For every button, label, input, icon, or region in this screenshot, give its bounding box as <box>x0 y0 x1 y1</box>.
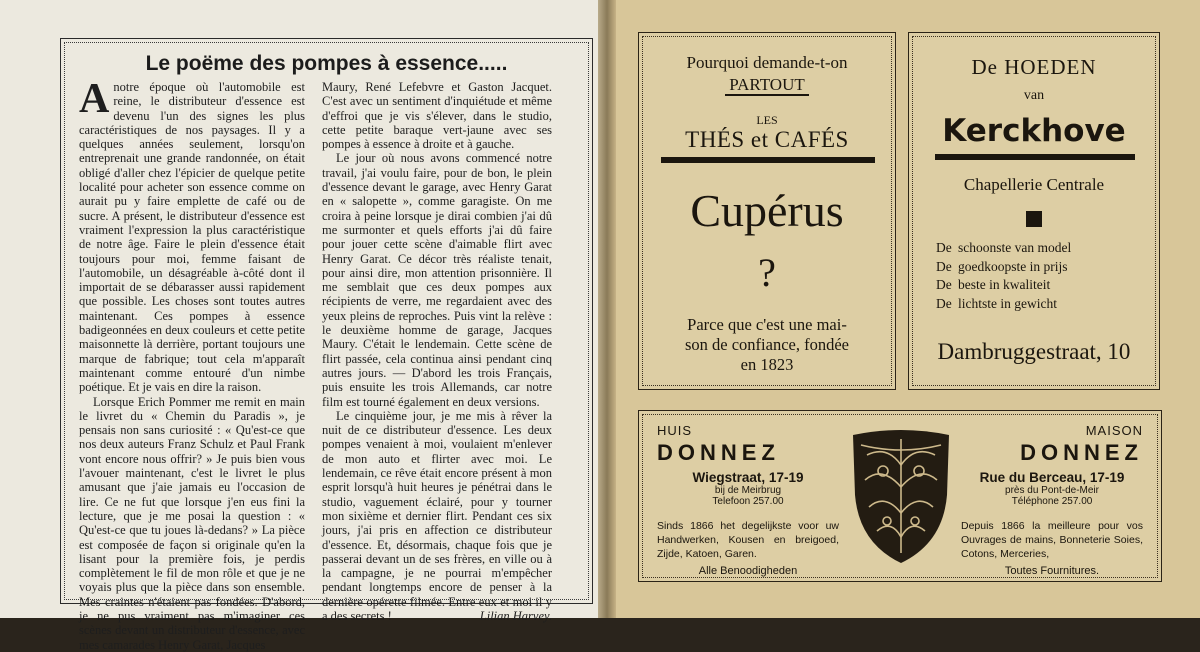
ad-cuperus-partout: PARTOUT <box>639 75 895 95</box>
article-title: Le poëme des pompes à essence..... <box>145 52 508 75</box>
ad-donnez-near-left: bij de Meirbrug <box>714 485 782 496</box>
article-signature: Lilian Harvey. <box>479 609 552 624</box>
ad-donnez-foot-right: Toutes Fournitures. <box>1004 565 1100 577</box>
ad-cuperus-tagline: Parce que c'est une mai- son de confiance, fondée en 1823 <box>684 315 849 374</box>
ad-kerckhove-subtitle: Chapellerie Centrale <box>963 175 1105 194</box>
ad-donnez-phone-left: Telefoon 257.00 <box>712 496 784 507</box>
ad-cuperus-thes: THÉS et CAFÉS <box>685 127 849 152</box>
ad-kerckhove <box>908 32 1160 390</box>
ad-donnez <box>638 410 1162 582</box>
drop-cap: A <box>79 76 110 122</box>
article-column-1 <box>79 76 305 652</box>
ornamental-vase-icon <box>847 425 955 567</box>
list-item: De lichtste in gewicht <box>936 295 1057 311</box>
ad-cuperus-les: LES <box>756 113 778 127</box>
article-paragraph: Le cinquième jour, je me mis à rêver la nuit de ce distributeur d'essence. Les deux pompes venaient à moi, voulaient m'enlever de mon auto et flirter avec moi. Le lendemain, ce rêve était encore présent à mon esprit lorsqu'à huit heures je pénétrai dans le studio, vaguement éclairé, pour y tourner mon sixième et dernier flirt. Pendant ces six jours, j'ai pris en affection ce distributeur d'essence. Et, désormais, chaque fois que je passerai devant un de ses frères, en ville ou à la campagne, je ne pourrai m'empêcher pendant longtemps encore de penser à la dernière opérette filmée. Entre eux et moi il y a des secrets ! <box>322 408 552 623</box>
book-gutter <box>598 0 616 618</box>
ad-cuperus-question: Pourquoi demande-t-on <box>686 53 848 72</box>
ad-donnez-street-left: Wiegstraat, 17-19 <box>692 470 804 485</box>
ad-donnez-desc-right: Depuis 1866 la meilleure pour vos Ouvrages de mains, Bonneterie Soies, Cotons, Merceries, <box>961 520 1143 560</box>
ad-donnez-street-right: Rue du Berceau, 17-19 <box>979 470 1125 485</box>
ad-donnez-desc-left: Sinds 1866 het degelijkste voor uw Handwerken, Kousen en breigoed, Zijde, Katoen, Garen. <box>657 520 839 560</box>
ad-donnez-french <box>961 423 1143 577</box>
ad-cuperus-rule <box>661 157 875 163</box>
ad-kerckhove-heading: De HOEDEN <box>971 55 1097 79</box>
ad-donnez-huis: HUIS <box>657 423 693 438</box>
ad-kerckhove-list <box>936 239 1156 313</box>
ad-donnez-near-right: près du Pont-de-Meir <box>1005 485 1099 496</box>
ad-donnez-name-left: DONNEZ <box>657 440 780 465</box>
ad-donnez-name-right: DONNEZ <box>1020 440 1143 465</box>
ad-kerckhove-brand: Kerckhove <box>942 113 1126 149</box>
ad-donnez-dutch <box>657 423 839 577</box>
article-paragraph: Anotre époque où l'automobile est reine, le distributeur d'essence est devenu l'un des signes les plus caractéristiques de nos paysages. Il y a quelques années seulement, lorsqu'on entreprenait une grande randonnée, on était obligé d'aller chez l'épicier de quelque petite localité pour acheter son essence comme on aurait pu y faire emplette de café ou de sucre. A présent, le distributeur d'essence est vraiment l'expression la plus caractéristique de notre âge. Faire le plein d'essence était toujours pour moi, femme faisant de l'automobile, un désagréable à-côté dont il importait de se débarasser aussi rapidement que possible. Les choses sont toutes autres maintenant. Ces pompes à essence badigeonnées en deux couleurs et cette petite maisonnette là derrière, portant toujours une marque de fabrique; tout cela m'apparaît maintenant comme entouré d'un nimbe poétique. Et je vais en dire la raison. <box>79 76 305 395</box>
ad-kerckhove-rule <box>935 154 1135 160</box>
article-column-2 <box>322 80 552 624</box>
list-item: De beste in kwaliteit <box>936 277 1051 292</box>
square-ornament-icon <box>1026 211 1042 227</box>
ad-cuperus-question-mark: ? <box>758 250 776 295</box>
article-paragraph: Lorsque Erich Pommer me remit en main le livret du « Chemin du Paradis », je pensais non sans curiosité : « Qu'est-ce que nos deux auteurs Franz Schulz et Paul Frank vont encore nous offrir? » Je puis bien vous l'avouer maintenant, c'est le livret le plus amusant que j'aie jamais eu l'occasion de lire. Ce ne fut que lorsque j'en eus fini la lecture, que je me posai la question : « Qu'est-ce que tu joues là-dedans? » La pièce est composée de façon si originale qu'en la lisant pour la première fois, je perdis complètement le fil de mon rôle et que je ne voyais plus que la pièce dans son ensemble. Mes craintes n'étaient pas fondées. D'abord, je ne pus vraiment pas m'imaginer ces scènes devant un distributeur d'essence, avec mes camarades Henry Garat, Jacques <box>79 394 305 652</box>
ad-cuperus-brand: Cupérus <box>690 185 844 236</box>
ad-donnez-maison: MAISON <box>1085 423 1143 438</box>
article-paragraph: Le jour où nous avons commencé notre travail, j'ai voulu faire, pour de bon, le plein d'essence devant le garage, avec Henry Garat en « salopette », comme garagiste. On me croira à peine lorsque je dirai combien j'ai dû me surmonter et quels efforts j'ai dû faire pour jouer cette scène d'aimable flirt avec Henry Garat. Ce décor très réaliste tenait, pour ainsi dire, mon attention prisonnière. Il me semblait que ces deux pompes aux récipients de verre, me regardaient avec des yeux pleins de reproches. Puis vint la relève : le deuxième homme de garage, Jacques Maury. C'était le lendemain. Cette scène de flirt passée, cela continua ainsi pendant cinq autres jours. — D'abord les trois Français, puis ensuite les trois Allemands, car notre film est tourné également en deux versions. <box>322 151 552 409</box>
ad-donnez-foot-left: Alle Benoodigheden <box>698 565 798 577</box>
ad-kerckhove-address: Dambruggestraat, 10 <box>937 339 1131 364</box>
article-paragraph: Maury, René Lefebvre et Gaston Jacquet. C'est avec un sentiment d'inquiétude et même d'effroi que je vis s'élever, dans le studio, cette petite baraque vert-jaune avec ses pompes à essence à droite et à gauche. <box>322 80 552 152</box>
ad-kerckhove-van: van <box>1023 88 1045 103</box>
ad-cuperus <box>638 32 896 390</box>
list-item: De goedkoopste in prijs <box>936 258 1068 274</box>
ad-donnez-phone-right: Téléphone 257.00 <box>1011 496 1093 507</box>
list-item: De schoonste van model <box>936 240 1072 255</box>
